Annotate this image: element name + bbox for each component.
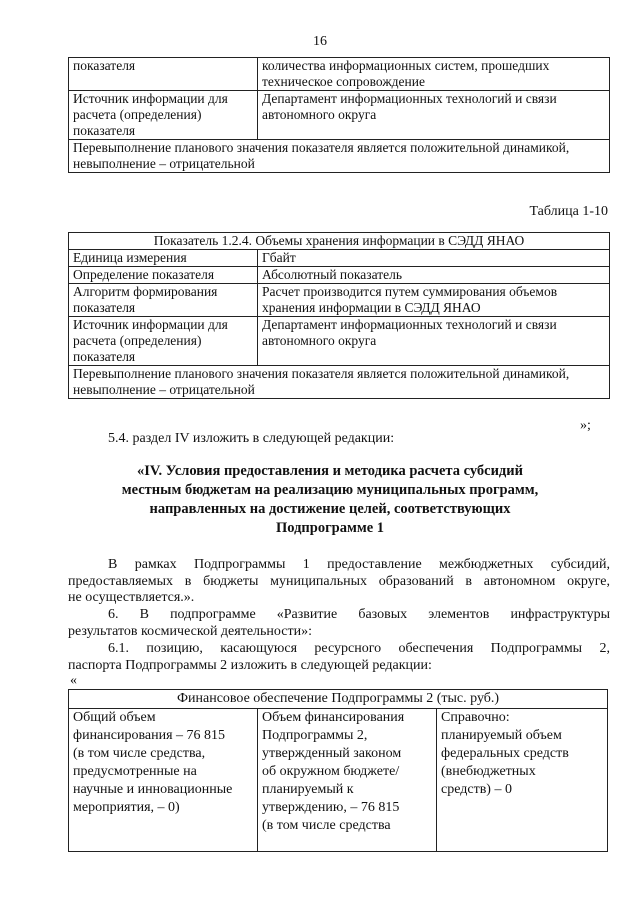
text-line: Объем финансирования — [262, 710, 405, 725]
table-caption: Таблица 1-10 — [529, 204, 608, 219]
table-row — [69, 250, 610, 267]
text-line: В рамках Подпрограммы 1 предоставление межбюджетных субсидий, — [108, 557, 610, 572]
table-cell: Единица измерения — [69, 250, 258, 267]
paragraph-6 — [68, 607, 610, 640]
table-cell: Алгоритм формирования показателя — [69, 284, 258, 317]
text-line: об окружном бюджете/ — [262, 764, 400, 779]
table-footer-cell: Перевыполнение планового значения показателя является положительной динамикой, невыполнение – отрицательной — [69, 366, 610, 399]
opening-quote-mark: « — [70, 673, 77, 688]
section-heading — [110, 462, 550, 538]
table-row — [69, 709, 608, 852]
table-cell: Департамент информационных технологий и связи автономного округа — [258, 317, 610, 366]
indicator-table-continued — [68, 57, 610, 173]
text-line: (в том числе средства, — [73, 746, 206, 761]
text-line: средств) – 0 — [441, 782, 512, 797]
text-line: предоставляемых в бюджеты муниципальных образований в автономном округе, — [68, 573, 610, 589]
table-cell-total-financing — [69, 709, 258, 852]
table-cell: показателя — [69, 58, 258, 91]
table-cell: Абсолютный показатель — [258, 267, 610, 284]
table-row — [69, 91, 610, 140]
heading-line: направленных на достижение целей, соответствующих — [149, 501, 511, 517]
indicator-table-1-10 — [68, 232, 610, 399]
table-cell: Источник информации для расчета (определения) показателя — [69, 91, 258, 140]
table-cell-approved-financing — [258, 709, 437, 852]
text-line: планируемый к — [262, 782, 354, 797]
heading-line: «IV. Условия предоставления и методика расчета субсидий — [137, 463, 523, 479]
table-cell-reference — [437, 709, 608, 852]
table-row — [69, 58, 610, 91]
text-line: паспорта Подпрограммы 2 изложить в следующей редакции: — [68, 657, 432, 673]
table-cell: количества информационных систем, прошедших техническое сопровождение — [258, 58, 610, 91]
table-cell: Гбайт — [258, 250, 610, 267]
table-row — [69, 690, 608, 709]
financing-table — [68, 689, 608, 852]
text-line: (в том числе средства — [262, 818, 391, 833]
text-line: результатов космической деятельности»: — [68, 623, 312, 639]
text-line: планируемый объем — [441, 728, 562, 743]
heading-line: местным бюджетам на реализацию муниципальных программ, — [121, 482, 539, 498]
heading-line: Подпрограмме 1 — [275, 520, 385, 536]
closing-quote-mark: »; — [580, 418, 591, 433]
table-cell: Источник информации для расчета (определения) показателя — [69, 317, 258, 366]
paragraph-intro — [68, 557, 610, 607]
paragraph-5-4: 5.4. раздел IV изложить в следующей редакции: — [108, 431, 395, 446]
table-row — [69, 140, 610, 173]
table-row — [69, 366, 610, 399]
text-line: финансирования – 76 815 — [73, 728, 226, 743]
paragraph-6-1 — [68, 641, 610, 674]
table-row — [69, 317, 610, 366]
text-line: утверждению, – 76 815 — [262, 800, 400, 815]
text-line: утвержденный законом — [262, 746, 402, 761]
text-line: 6.1. позицию, касающуюся ресурсного обеспечения Подпрограммы 2, — [108, 641, 610, 656]
table-cell: Определение показателя — [69, 267, 258, 284]
text-line: федеральных средств — [441, 746, 569, 761]
table-footer-cell: Перевыполнение планового значения показателя является положительной динамикой, невыполнение – отрицательной — [69, 140, 610, 173]
table-row — [69, 267, 610, 284]
text-line: 6. В подпрограмме «Развитие базовых элементов инфраструктуры — [108, 607, 610, 622]
text-line: научные и инновационные — [73, 782, 233, 797]
text-line: Подпрограммы 2, — [262, 728, 368, 743]
table-cell: Расчет производится путем суммирования объемов хранения информации в СЭДД ЯНАО — [258, 284, 610, 317]
text-line: Справочно: — [441, 710, 510, 725]
text-line: (внебюджетных — [441, 764, 536, 779]
table-row — [69, 233, 610, 250]
text-line: не осуществляется.». — [68, 590, 195, 605]
page-number: 16 — [313, 34, 327, 49]
text-line: мероприятия, – 0) — [73, 800, 180, 815]
table-title: Финансовое обеспечение Подпрограммы 2 (тыс. руб.) — [69, 690, 608, 709]
text-line: Общий объем — [73, 710, 156, 725]
text-line: предусмотренные на — [73, 764, 197, 779]
table-title: Показатель 1.2.4. Объемы хранения информации в СЭДД ЯНАО — [69, 233, 610, 250]
table-cell: Департамент информационных технологий и связи автономного округа — [258, 91, 610, 140]
table-row — [69, 284, 610, 317]
